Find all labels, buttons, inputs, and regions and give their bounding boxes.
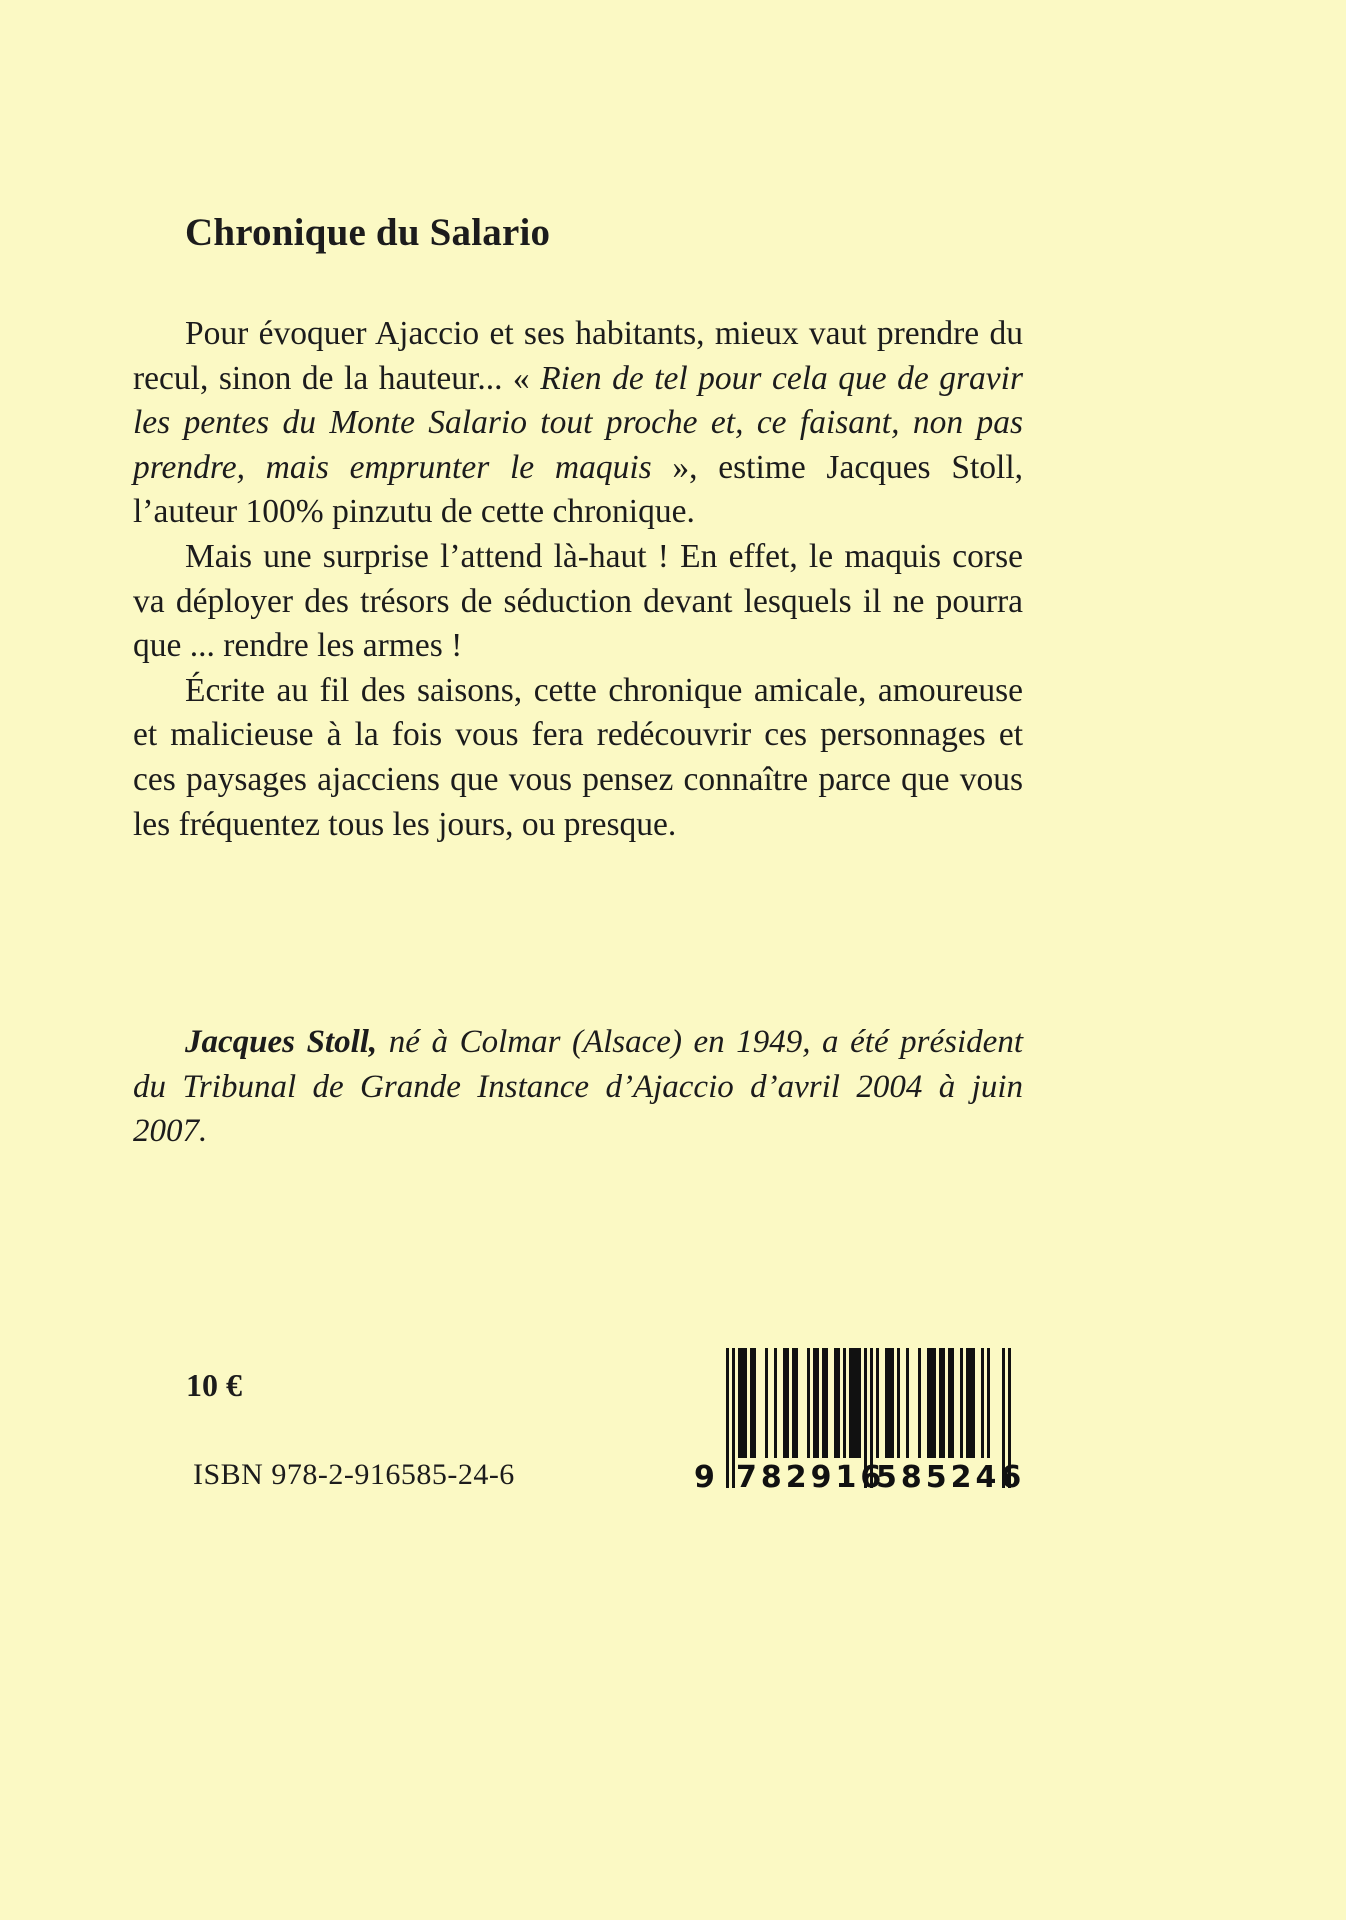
barcode-bar bbox=[897, 1348, 900, 1458]
barcode-bar bbox=[795, 1348, 798, 1458]
barcode-bar bbox=[906, 1348, 909, 1458]
blurb-p1-intro: Pour évoquer Ajaccio et ses habitants, mieux vaut prendre du recul, sinon de la hauteur... « bbox=[133, 315, 1023, 397]
barcode-bar bbox=[855, 1348, 858, 1458]
barcode-bar bbox=[834, 1348, 837, 1458]
blurb-paragraph-3: Écrite au fil des saisons, cette chronique amicale, amoureuse et malicieuse à la fois vous fera redécouvrir ces personnages et ces paysages ajacciens que vous pensez connaître parce que vous les fréquentez tous les jours, ou presque. bbox=[133, 671, 1023, 843]
barcode-bar bbox=[741, 1348, 744, 1458]
barcode-bar bbox=[876, 1348, 879, 1458]
barcode-bar bbox=[951, 1348, 954, 1458]
barcode-bar bbox=[852, 1348, 855, 1458]
barcode-bar bbox=[765, 1348, 768, 1458]
barcode-bar bbox=[822, 1348, 825, 1458]
blurb-paragraph-1 bbox=[133, 312, 1023, 535]
blurb-paragraph-2: Mais une surprise l’attend là-haut ! En effet, le maquis corse va déployer des trésors de séduction devant lesquels il ne pourra que ... rendre les armes ! bbox=[133, 537, 1023, 665]
barcode-bar bbox=[939, 1348, 942, 1458]
barcode-bar bbox=[918, 1348, 921, 1458]
barcode-bar bbox=[987, 1348, 990, 1458]
barcode-bar bbox=[783, 1348, 786, 1458]
barcode-bar bbox=[942, 1348, 945, 1458]
barcode-bar bbox=[966, 1348, 969, 1458]
barcode-bar bbox=[738, 1348, 741, 1458]
blurb-p1-end: », estime Jacques Stoll, l’auteur 100% pinzutu de cette chronique. bbox=[133, 448, 1024, 531]
barcode-bar bbox=[843, 1348, 846, 1458]
barcode-bar bbox=[813, 1348, 816, 1458]
barcode-left-group: 782916 bbox=[736, 1460, 886, 1495]
blurb bbox=[133, 312, 1023, 847]
barcode-bar bbox=[849, 1348, 852, 1458]
barcode-bar bbox=[744, 1348, 747, 1458]
barcode-bar bbox=[792, 1348, 795, 1458]
author-name: Jacques Stoll, bbox=[185, 1024, 378, 1060]
barcode-bar bbox=[816, 1348, 819, 1458]
barcode-bar bbox=[969, 1348, 972, 1458]
barcode-right-group: 585246 bbox=[876, 1460, 1026, 1495]
barcode-bar bbox=[774, 1348, 777, 1458]
barcode-bar bbox=[885, 1348, 888, 1458]
barcode-bar bbox=[960, 1348, 963, 1458]
barcode-bar bbox=[933, 1348, 936, 1458]
barcode-bar bbox=[786, 1348, 789, 1458]
author-bio-text: né à Colmar (Alsace) en 1949, a été président du Tribunal de Grande Instance d’Ajaccio d’avril 2004 à juin 2007. bbox=[133, 1024, 1023, 1150]
isbn: ISBN 978-2-916585-24-6 bbox=[193, 1458, 515, 1491]
barcode-bar bbox=[750, 1348, 753, 1458]
barcode-bar bbox=[981, 1348, 984, 1458]
barcode-bar bbox=[807, 1348, 810, 1458]
barcode-bar bbox=[858, 1348, 861, 1458]
barcode-bar bbox=[972, 1348, 975, 1458]
barcode-bar bbox=[948, 1348, 951, 1458]
barcode-bar bbox=[930, 1348, 933, 1458]
barcode-bar bbox=[825, 1348, 828, 1458]
barcode-bar bbox=[753, 1348, 756, 1458]
barcode-first-digit: 9 bbox=[694, 1460, 715, 1495]
book-title: Chronique du Salario bbox=[185, 211, 551, 254]
barcode-digits bbox=[692, 1458, 1030, 1498]
price: 10 € bbox=[186, 1367, 242, 1403]
barcode-bar bbox=[888, 1348, 891, 1458]
blurb-p1-quote: Rien de tel pour cela que de gravir les pentes du Monte Salario tout proche et, ce faisant, non pas prendre, mais emprunter le maquis bbox=[133, 359, 1023, 486]
barcode-bar bbox=[837, 1348, 840, 1458]
barcode-bar bbox=[927, 1348, 930, 1458]
author-bio bbox=[133, 1020, 1023, 1154]
barcode-bar bbox=[891, 1348, 894, 1458]
barcode bbox=[692, 1340, 1030, 1498]
